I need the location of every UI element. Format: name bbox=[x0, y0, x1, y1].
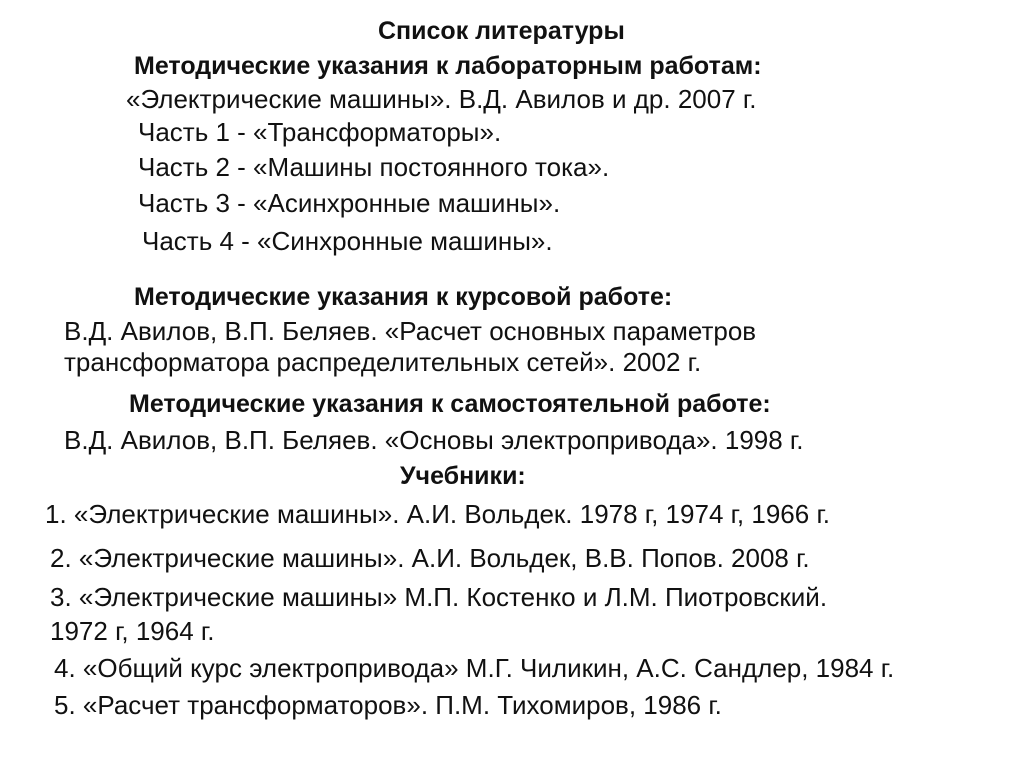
textbook-item: 3. «Электрические машины» М.П. Костенко и Л.М. Пиотровский. bbox=[50, 582, 828, 612]
lab-section-heading: Методические указания к лабораторным работам: bbox=[134, 52, 762, 80]
course-section-heading: Методические указания к курсовой работе: bbox=[134, 283, 673, 311]
textbook-item: 5. «Расчет трансформаторов». П.М. Тихомиров, 1986 г. bbox=[54, 690, 722, 720]
self-study-reference: В.Д. Авилов, В.П. Беляев. «Основы электропривода». 1998 г. bbox=[64, 425, 804, 455]
lab-source: «Электрические машины». В.Д. Авилов и др. 2007 г. bbox=[126, 84, 757, 114]
textbook-item: 2. «Электрические машины». А.И. Вольдек, В.В. Попов. 2008 г. bbox=[50, 543, 810, 573]
page-title: Список литературы bbox=[378, 17, 625, 45]
textbooks-heading: Учебники: bbox=[400, 462, 526, 490]
course-reference-line: В.Д. Авилов, В.П. Беляев. «Расчет основных параметров bbox=[64, 316, 757, 346]
lab-part: Часть 1 - «Трансформаторы». bbox=[138, 117, 502, 147]
course-reference-line: трансформатора распределительных сетей». 2002 г. bbox=[64, 347, 702, 377]
self-study-section-heading: Методические указания к самостоятельной работе: bbox=[129, 390, 771, 418]
lab-part: Часть 3 - «Асинхронные машины». bbox=[138, 188, 561, 218]
lab-part: Часть 2 - «Машины постоянного тока». bbox=[138, 152, 610, 182]
textbook-item-continuation: 1972 г, 1964 г. bbox=[50, 616, 215, 646]
textbook-item: 4. «Общий курс электропривода» М.Г. Чиликин, А.С. Сандлер, 1984 г. bbox=[54, 653, 895, 683]
textbook-item: 1. «Электрические машины». А.И. Вольдек. 1978 г, 1974 г, 1966 г. bbox=[45, 499, 830, 529]
lab-part: Часть 4 - «Синхронные машины». bbox=[142, 226, 553, 256]
